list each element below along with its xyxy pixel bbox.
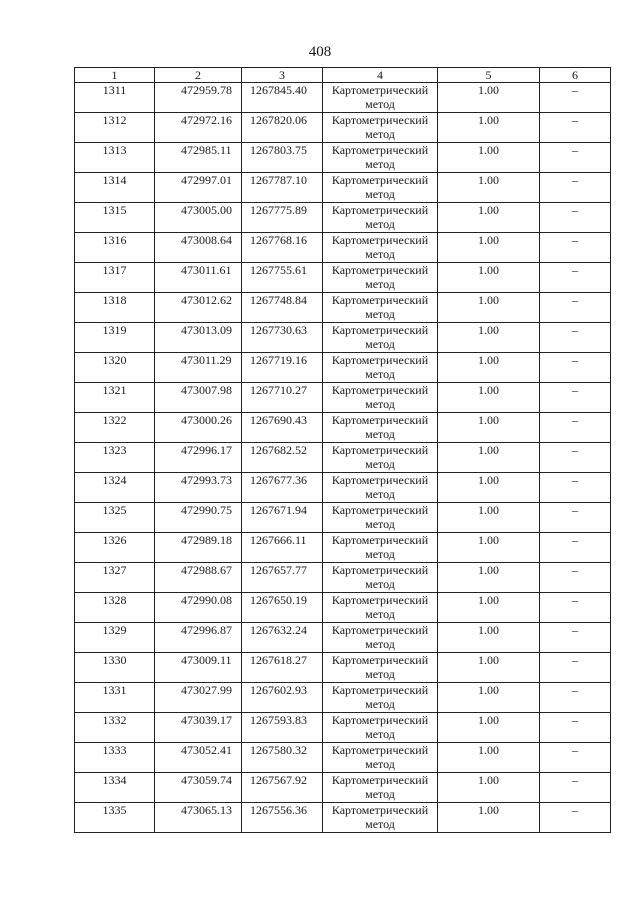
point-number-cell: 1327 [75, 563, 155, 593]
y-coordinate-cell: 1267632.24 [242, 623, 323, 653]
table-row [75, 293, 611, 323]
accuracy-cell: 1.00 [438, 533, 540, 563]
y-coordinate-cell: 1267719.16 [242, 353, 323, 383]
method-cell: Картометрический метод [323, 593, 438, 623]
table-row [75, 83, 611, 113]
table-row [75, 473, 611, 503]
note-cell: – [540, 683, 611, 713]
note-cell: – [540, 143, 611, 173]
table-row [75, 443, 611, 473]
y-coordinate-cell: 1267730.63 [242, 323, 323, 353]
note-cell: – [540, 413, 611, 443]
method-cell: Картометрический метод [323, 293, 438, 323]
y-coordinate-cell: 1267787.10 [242, 173, 323, 203]
x-coordinate-cell: 472989.18 [155, 533, 242, 563]
x-coordinate-cell: 473005.00 [155, 203, 242, 233]
point-number-cell: 1329 [75, 623, 155, 653]
table-row [75, 413, 611, 443]
note-cell: – [540, 653, 611, 683]
accuracy-cell: 1.00 [438, 263, 540, 293]
method-cell: Картометрический метод [323, 413, 438, 443]
method-cell: Картометрический метод [323, 233, 438, 263]
point-number-cell: 1321 [75, 383, 155, 413]
y-coordinate-cell: 1267710.27 [242, 383, 323, 413]
accuracy-cell: 1.00 [438, 563, 540, 593]
note-cell: – [540, 203, 611, 233]
table-row [75, 563, 611, 593]
table-row [75, 233, 611, 263]
method-cell: Картометрический метод [323, 323, 438, 353]
method-cell: Картометрический метод [323, 113, 438, 143]
accuracy-cell: 1.00 [438, 683, 540, 713]
accuracy-cell: 1.00 [438, 503, 540, 533]
method-cell: Картометрический метод [323, 143, 438, 173]
method-cell: Картометрический метод [323, 83, 438, 113]
table-row [75, 503, 611, 533]
note-cell: – [540, 323, 611, 353]
table-row [75, 263, 611, 293]
accuracy-cell: 1.00 [438, 383, 540, 413]
x-coordinate-cell: 473065.13 [155, 803, 242, 833]
column-header-5: 5 [438, 68, 540, 83]
column-header-2: 2 [155, 68, 242, 83]
note-cell: – [540, 263, 611, 293]
x-coordinate-cell: 473007.98 [155, 383, 242, 413]
method-cell: Картометрический метод [323, 533, 438, 563]
y-coordinate-cell: 1267682.52 [242, 443, 323, 473]
point-number-cell: 1319 [75, 323, 155, 353]
y-coordinate-cell: 1267775.89 [242, 203, 323, 233]
method-cell: Картометрический метод [323, 173, 438, 203]
table-row [75, 713, 611, 743]
y-coordinate-cell: 1267567.92 [242, 773, 323, 803]
table-row [75, 383, 611, 413]
x-coordinate-cell: 472990.08 [155, 593, 242, 623]
column-header-3: 3 [242, 68, 323, 83]
note-cell: – [540, 473, 611, 503]
point-number-cell: 1317 [75, 263, 155, 293]
note-cell: – [540, 533, 611, 563]
point-number-cell: 1333 [75, 743, 155, 773]
method-cell: Картометрический метод [323, 473, 438, 503]
y-coordinate-cell: 1267820.06 [242, 113, 323, 143]
accuracy-cell: 1.00 [438, 413, 540, 443]
note-cell: – [540, 803, 611, 833]
note-cell: – [540, 743, 611, 773]
accuracy-cell: 1.00 [438, 743, 540, 773]
method-cell: Картометрический метод [323, 773, 438, 803]
accuracy-cell: 1.00 [438, 623, 540, 653]
note-cell: – [540, 713, 611, 743]
table-row [75, 173, 611, 203]
point-number-cell: 1334 [75, 773, 155, 803]
method-cell: Картометрический метод [323, 803, 438, 833]
y-coordinate-cell: 1267748.84 [242, 293, 323, 323]
y-coordinate-cell: 1267845.40 [242, 83, 323, 113]
header-row [75, 68, 611, 83]
x-coordinate-cell: 472959.78 [155, 83, 242, 113]
y-coordinate-cell: 1267580.32 [242, 743, 323, 773]
table-row [75, 743, 611, 773]
table-row [75, 623, 611, 653]
x-coordinate-cell: 473059.74 [155, 773, 242, 803]
x-coordinate-cell: 473013.09 [155, 323, 242, 353]
point-number-cell: 1331 [75, 683, 155, 713]
point-number-cell: 1335 [75, 803, 155, 833]
y-coordinate-cell: 1267593.83 [242, 713, 323, 743]
method-cell: Картометрический метод [323, 263, 438, 293]
y-coordinate-cell: 1267755.61 [242, 263, 323, 293]
y-coordinate-cell: 1267803.75 [242, 143, 323, 173]
page-number: 408 [308, 44, 332, 60]
accuracy-cell: 1.00 [438, 713, 540, 743]
y-coordinate-cell: 1267690.43 [242, 413, 323, 443]
method-cell: Картометрический метод [323, 503, 438, 533]
note-cell: – [540, 353, 611, 383]
column-header-1: 1 [75, 68, 155, 83]
x-coordinate-cell: 472996.17 [155, 443, 242, 473]
method-cell: Картометрический метод [323, 383, 438, 413]
note-cell: – [540, 623, 611, 653]
method-cell: Картометрический метод [323, 713, 438, 743]
x-coordinate-cell: 473012.62 [155, 293, 242, 323]
x-coordinate-cell: 473000.26 [155, 413, 242, 443]
note-cell: – [540, 83, 611, 113]
accuracy-cell: 1.00 [438, 773, 540, 803]
point-number-cell: 1318 [75, 293, 155, 323]
method-cell: Картометрический метод [323, 353, 438, 383]
x-coordinate-cell: 472985.11 [155, 143, 242, 173]
x-coordinate-cell: 472990.75 [155, 503, 242, 533]
table-row [75, 593, 611, 623]
note-cell: – [540, 233, 611, 263]
accuracy-cell: 1.00 [438, 113, 540, 143]
method-cell: Картометрический метод [323, 743, 438, 773]
accuracy-cell: 1.00 [438, 323, 540, 353]
point-number-cell: 1320 [75, 353, 155, 383]
note-cell: – [540, 443, 611, 473]
x-coordinate-cell: 473008.64 [155, 233, 242, 263]
point-number-cell: 1324 [75, 473, 155, 503]
table-row [75, 113, 611, 143]
note-cell: – [540, 773, 611, 803]
y-coordinate-cell: 1267671.94 [242, 503, 323, 533]
column-header-4: 4 [323, 68, 438, 83]
accuracy-cell: 1.00 [438, 803, 540, 833]
table-row [75, 203, 611, 233]
point-number-cell: 1330 [75, 653, 155, 683]
coordinates-table [74, 67, 611, 833]
method-cell: Картометрический метод [323, 563, 438, 593]
point-number-cell: 1326 [75, 533, 155, 563]
accuracy-cell: 1.00 [438, 653, 540, 683]
x-coordinate-cell: 472972.16 [155, 113, 242, 143]
table-row [75, 533, 611, 563]
note-cell: – [540, 563, 611, 593]
y-coordinate-cell: 1267666.11 [242, 533, 323, 563]
accuracy-cell: 1.00 [438, 83, 540, 113]
method-cell: Картометрический метод [323, 653, 438, 683]
point-number-cell: 1323 [75, 443, 155, 473]
table-row [75, 683, 611, 713]
x-coordinate-cell: 472993.73 [155, 473, 242, 503]
accuracy-cell: 1.00 [438, 173, 540, 203]
note-cell: – [540, 383, 611, 413]
table-row [75, 653, 611, 683]
method-cell: Картометрический метод [323, 683, 438, 713]
method-cell: Картометрический метод [323, 443, 438, 473]
point-number-cell: 1316 [75, 233, 155, 263]
table-body [75, 83, 611, 833]
y-coordinate-cell: 1267677.36 [242, 473, 323, 503]
accuracy-cell: 1.00 [438, 443, 540, 473]
accuracy-cell: 1.00 [438, 143, 540, 173]
y-coordinate-cell: 1267650.19 [242, 593, 323, 623]
point-number-cell: 1311 [75, 83, 155, 113]
accuracy-cell: 1.00 [438, 233, 540, 263]
table-header [75, 68, 611, 83]
x-coordinate-cell: 473027.99 [155, 683, 242, 713]
accuracy-cell: 1.00 [438, 293, 540, 323]
point-number-cell: 1313 [75, 143, 155, 173]
table-row [75, 143, 611, 173]
y-coordinate-cell: 1267657.77 [242, 563, 323, 593]
y-coordinate-cell: 1267768.16 [242, 233, 323, 263]
point-number-cell: 1312 [75, 113, 155, 143]
method-cell: Картометрический метод [323, 623, 438, 653]
x-coordinate-cell: 472997.01 [155, 173, 242, 203]
note-cell: – [540, 293, 611, 323]
x-coordinate-cell: 473039.17 [155, 713, 242, 743]
point-number-cell: 1315 [75, 203, 155, 233]
x-coordinate-cell: 473009.11 [155, 653, 242, 683]
accuracy-cell: 1.00 [438, 203, 540, 233]
accuracy-cell: 1.00 [438, 593, 540, 623]
x-coordinate-cell: 473052.41 [155, 743, 242, 773]
note-cell: – [540, 173, 611, 203]
point-number-cell: 1332 [75, 713, 155, 743]
y-coordinate-cell: 1267556.36 [242, 803, 323, 833]
table-row [75, 803, 611, 833]
y-coordinate-cell: 1267618.27 [242, 653, 323, 683]
note-cell: – [540, 503, 611, 533]
x-coordinate-cell: 472996.87 [155, 623, 242, 653]
point-number-cell: 1314 [75, 173, 155, 203]
point-number-cell: 1322 [75, 413, 155, 443]
table-row [75, 353, 611, 383]
note-cell: – [540, 113, 611, 143]
y-coordinate-cell: 1267602.93 [242, 683, 323, 713]
note-cell: – [540, 593, 611, 623]
x-coordinate-cell: 473011.61 [155, 263, 242, 293]
accuracy-cell: 1.00 [438, 353, 540, 383]
table-row [75, 773, 611, 803]
point-number-cell: 1325 [75, 503, 155, 533]
x-coordinate-cell: 472988.67 [155, 563, 242, 593]
point-number-cell: 1328 [75, 593, 155, 623]
x-coordinate-cell: 473011.29 [155, 353, 242, 383]
column-header-6: 6 [540, 68, 611, 83]
method-cell: Картометрический метод [323, 203, 438, 233]
accuracy-cell: 1.00 [438, 473, 540, 503]
table-row [75, 323, 611, 353]
